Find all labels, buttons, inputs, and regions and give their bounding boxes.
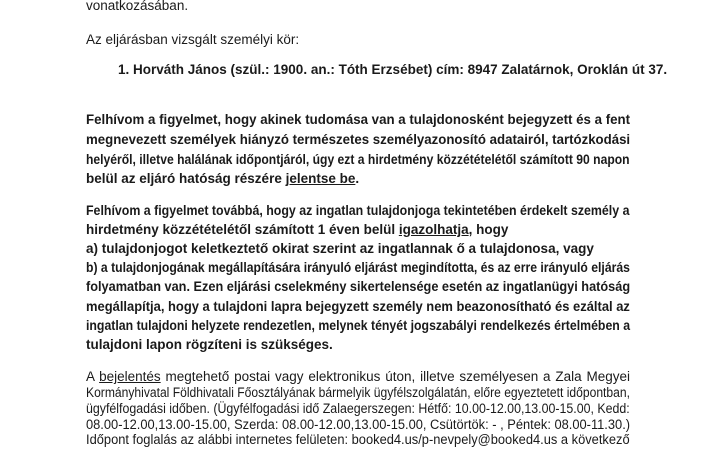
p3-line1-prefix: A — [86, 369, 100, 384]
intro-tail-text: vonatkozásában. — [86, 0, 189, 13]
p2-line2-prefix: hirdetmény közzétételétől számított 1 éven belül — [86, 221, 399, 237]
p2-line1: Felhívom a figyelmet továbbá, hogy az ingatlan tulajdonjoga tekintetében érdekelt személy a — [86, 202, 630, 218]
p1-line4-prefix: belül az eljáró hatóság részére — [86, 170, 286, 186]
p1-line2: megnevezett személyek hiányzó természetes személyazonosító adatairól, tartózkodási — [86, 132, 631, 148]
p2-item-b-line5: tulajdoni lapon rögzíteni is szükséges. — [86, 337, 333, 352]
p2-item-b-line3: megállapítja, hogy a tulajdoni lapra bejegyzett személy nem beazonosítható és ezáltal az — [86, 298, 630, 314]
p1-line3: helyéről, illetve halálának időpontjáról, úgy ezt a hirdetmény közzétételétől számított 90 napon — [86, 151, 630, 167]
p2-line2-suffix: , hogy — [468, 221, 509, 237]
p1-report-link[interactable]: jelentse be — [285, 170, 356, 186]
p1-line1: Felhívom a figyelmet, hogy akinek tudomása van a tulajdonosként bejegyzett és a fent — [86, 112, 631, 128]
p1-line4-suffix: . — [355, 170, 360, 186]
p2-item-b-line4: ingatlan tulajdoni helyzete rendezetlen, melynek tényét jogszabályi rendelkezés értelmében a — [86, 317, 631, 333]
p3-line3: ügyfélfogadási időben. (Ügyfélfogadási idő Zalaegerszegen: Hétfő: 10.00-12.00,13.00-15.00, Kedd: — [86, 400, 630, 416]
p3-line4: 08.00-12.00,13.00-15.00, Szerda: 08.00-12.00,13.00-15.00, Csütörtök: - , Péntek: 08.00-11.30.) — [86, 416, 631, 432]
p2-item-b-line2: folyamatban van. Ezen eljárási cselekmény sikertelensége esetén az ingatlanügyi hatóság — [86, 279, 631, 295]
p3-line2: Kormányhivatal Földhivatali Főosztályának bármelyik ügyfélszolgálatán, előre egyeztetett időpontban, — [86, 385, 630, 401]
p2-item-b-line1: b) a tulajdonjogának megállapítására irányuló eljárást megindította, és az erre irányuló eljárás — [86, 260, 630, 276]
p3-bejelentes-link[interactable]: bejelentés — [99, 369, 161, 384]
p3-line5: Időpont foglalás az alábbi internetes felületen: booked4.us/p-nevpely@booked4.us a következő — [86, 432, 630, 447]
p2-item-a: a) tulajdonjogot keletkeztető okirat szerint az ingatlannak ő a tulajdonosa, vagy — [86, 241, 594, 256]
p1-line4 — [86, 169, 630, 189]
p2-line2 — [86, 220, 630, 240]
scope-heading: Az eljárásban vizsgált személyi kör: — [86, 31, 300, 47]
p2-verify-link[interactable]: igazolhatja — [398, 221, 469, 237]
person-list-item: 1. Horváth János (szül.: 1900. an.: Tóth Erzsébet) cím: 8947 Zalatárnok, Oroklán út 37. — [118, 62, 668, 77]
p3-line1-suffix: megtehető postai vagy elektronikus úton, illetve személyesen a Zala Megyei — [160, 369, 631, 384]
